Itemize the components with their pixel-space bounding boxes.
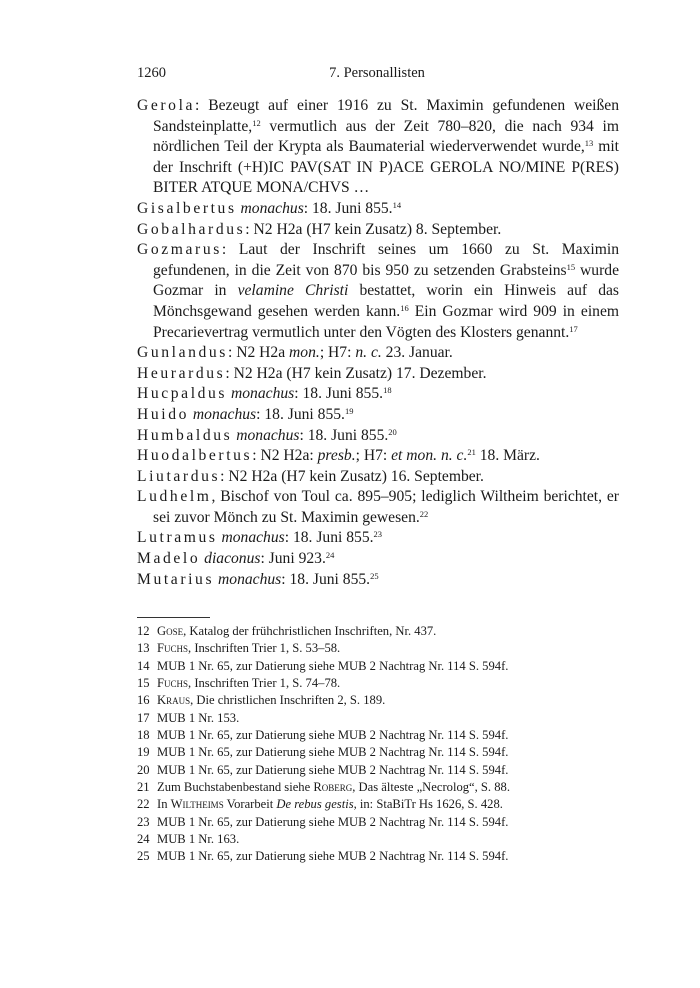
footnote-ref: 20 <box>388 426 397 437</box>
entry-name: Gisalbertus <box>137 199 237 217</box>
list-entry <box>137 220 619 241</box>
footnote-ref: 22 <box>419 508 429 519</box>
entry-name: Gerola <box>137 97 196 114</box>
text-run: : 18. Juni 855. <box>284 529 374 547</box>
entry-separator: : <box>220 467 229 485</box>
footnote-ref: 24 <box>325 550 335 561</box>
text-run: 23. Januar. <box>381 344 453 362</box>
entry-name: Heurardus <box>137 364 226 382</box>
text-run: MUB 1 Nr. 163. <box>157 832 240 847</box>
entry-name: Lutramus <box>137 529 218 547</box>
footnote <box>137 814 619 831</box>
footnote-number: 19 <box>137 745 150 760</box>
footnote-number: 24 <box>137 832 150 847</box>
footnote-number: 17 <box>137 710 150 725</box>
text-run: MUB 1 Nr. 65, zur Datierung siehe MUB 2 Nachtrag Nr. 114 S. 594f. <box>157 745 509 760</box>
footnote-number: 22 <box>137 797 150 812</box>
text-run: MUB 1 Nr. 65, zur Datierung siehe MUB 2 Nachtrag Nr. 114 S. 594f. <box>157 658 509 673</box>
text-run: bestattet, worin ein Hinweis auf das Mönchsgewand gesehen werden kann. <box>153 282 619 320</box>
footnote-number: 14 <box>137 658 150 673</box>
footnote-ref: 16 <box>400 302 409 313</box>
list-entry <box>137 467 619 488</box>
footnotes <box>137 623 619 866</box>
entry-name: Madelo <box>137 550 201 568</box>
list-entry <box>137 199 619 220</box>
footnote-number: 18 <box>137 728 150 743</box>
entry-separator: : <box>227 344 237 362</box>
footnote-number: 23 <box>137 814 150 829</box>
entry-name: Gobalhardus <box>137 220 246 238</box>
author-name: Kraus <box>157 693 191 708</box>
text-run: 18. März. <box>475 447 540 465</box>
text-run: Zum Buchstabenbestand siehe <box>157 780 314 795</box>
italic-text: et mon. n. c. <box>391 447 468 465</box>
list-entry <box>137 528 619 549</box>
footnote-ref: 13 <box>584 138 594 149</box>
text-run: : Juni 923. <box>260 550 326 568</box>
text-run: : 18. Juni 855. <box>281 570 371 588</box>
list-entry <box>137 549 619 570</box>
footnote-ref: 14 <box>392 199 402 210</box>
italic-text: monachus <box>192 405 257 423</box>
entry-name: Gunlandus <box>137 344 228 362</box>
footnote <box>137 640 619 657</box>
text-run: , in: StaBiTr Hs 1626, S. 428. <box>353 797 503 812</box>
page-number: 1260 <box>137 65 166 81</box>
footnote <box>137 675 619 692</box>
text-run: MUB 1 Nr. 153. <box>157 710 240 725</box>
text-run: , Inschriften Trier 1, S. 53–58. <box>188 641 341 656</box>
footnote <box>137 623 619 640</box>
italic-text: monachus <box>231 385 295 403</box>
text-run: , Die christlichen Inschriften 2, S. 189. <box>190 693 386 708</box>
italic-text: monachus <box>221 529 285 547</box>
text-run: ; H7: <box>319 344 356 362</box>
footnote <box>137 831 619 848</box>
entry-separator: , <box>211 488 221 506</box>
footnote-number: 15 <box>137 676 150 691</box>
entry-name: Humbaldus <box>137 426 233 444</box>
author-name: Wiltheims <box>170 797 224 812</box>
footnote-number: 20 <box>137 762 150 777</box>
list-entry <box>137 364 619 385</box>
text-run: N2 H2a (H7 kein Zusatz) 16. September. <box>228 467 484 485</box>
entry-separator: : <box>245 220 254 238</box>
text-run: : 18. Juni 855. <box>256 405 345 423</box>
italic-text: monachus <box>236 426 300 444</box>
text-run: MUB 1 Nr. 65, zur Datierung siehe MUB 2 Nachtrag Nr. 114 S. 594f. <box>157 762 509 777</box>
footnote <box>137 658 619 675</box>
author-name: Roberg <box>313 780 353 795</box>
text-run: Bischof von Toul ca. 895–905; lediglich Wiltheim berichtet, er sei zuvor Mönch zu St. Maximin gewesen. <box>153 488 620 526</box>
footnote-ref: 18 <box>383 385 392 396</box>
text-run: Laut der Inschrift seines um 1660 zu St. Maximin gefundenen, in die Zeit von 870 bis 950 zu setzenden Grabsteins <box>153 241 619 279</box>
footnote-ref: 23 <box>373 529 383 540</box>
text-run: MUB 1 Nr. 65, zur Datierung siehe MUB 2 Nachtrag Nr. 114 S. 594f. <box>157 728 509 743</box>
footnote-number: 25 <box>137 849 150 864</box>
list-entry <box>137 343 619 364</box>
footnote <box>137 744 619 761</box>
footnote <box>137 779 619 796</box>
text-run: MUB 1 Nr. 65, zur Datierung siehe MUB 2 Nachtrag Nr. 114 S. 594f. <box>157 814 509 829</box>
text-run: N2 H2a: <box>260 447 318 465</box>
entry-name: Hucpaldus <box>137 385 228 403</box>
italic-text: n. c. <box>355 344 382 362</box>
footnote-number: 13 <box>137 641 150 656</box>
list-entry <box>137 384 619 405</box>
list-entry <box>137 96 619 199</box>
footnote <box>137 692 619 709</box>
footnote-number: 12 <box>137 624 150 638</box>
entry-name: Huodalbertus <box>137 447 253 465</box>
footnote-number: 21 <box>137 780 150 795</box>
italic-text: De rebus gestis <box>276 797 354 812</box>
footnote <box>137 796 619 813</box>
entry-separator: : <box>225 364 234 382</box>
italic-text: mon. <box>289 344 320 362</box>
text-run: Vorarbeit <box>223 797 277 812</box>
list-entry <box>137 446 619 467</box>
entry-separator: : <box>252 447 261 465</box>
entry-name: Mutarius <box>137 570 215 588</box>
footnote-ref: 17 <box>569 323 578 334</box>
list-entry <box>137 240 619 343</box>
text-run: ; H7: <box>355 447 392 465</box>
text-run: MUB 1 Nr. 65, zur Datierung siehe MUB 2 Nachtrag Nr. 114 S. 594f. <box>157 849 509 864</box>
footnote-ref: 19 <box>344 405 354 416</box>
footnote <box>137 727 619 744</box>
text-run: Bezeugt auf einer 1916 zu St. Maximin gefundenen weißen Sandsteinplatte, <box>153 97 620 135</box>
text-run: , Inschriften Trier 1, S. 74–78. <box>188 676 341 691</box>
italic-text: diaconus <box>204 550 261 568</box>
personnel-list <box>137 96 619 590</box>
entry-name: Liutardus <box>137 467 221 485</box>
footnote-number: 16 <box>137 693 150 708</box>
text-run: mit der Inschrift (+H)IC PAV(SAT IN P)ACE GEROLA NO/MINE P(RES) BITER ATQUE MONA/CHVS … <box>153 138 619 197</box>
list-entry <box>137 426 619 447</box>
text-run: : 18. Juni 855. <box>299 426 389 444</box>
footnote-ref: 12 <box>252 117 261 128</box>
italic-text: monachus <box>240 199 304 217</box>
italic-text: presb. <box>317 447 356 465</box>
text-run: : 18. Juni 855. <box>294 385 384 403</box>
author-name: Fuchs <box>157 641 189 656</box>
footnote-ref: 15 <box>566 261 576 272</box>
author-name: Fuchs <box>157 676 189 691</box>
text-run: N2 H2a (H7 kein Zusatz) 8. September. <box>253 220 502 238</box>
author-name: Gose <box>157 624 184 638</box>
footnote <box>137 710 619 727</box>
entry-name: Gozmarus <box>137 241 222 259</box>
text-run: , Das älteste „Necrolog“, S. 88. <box>352 780 510 795</box>
text-run: N2 H2a (H7 kein Zusatz) 17. Dezember. <box>233 364 487 382</box>
text-run: In <box>157 797 171 812</box>
entry-name: Huido <box>137 405 189 423</box>
footnote <box>137 762 619 779</box>
italic-text: velamine Christi <box>237 282 349 300</box>
text-run: , Katalog der frühchristlichen Inschriften, Nr. 437. <box>183 624 437 638</box>
italic-text: monachus <box>218 570 282 588</box>
running-title: 7. Personallisten <box>329 65 425 81</box>
footnote-ref: 25 <box>370 570 379 581</box>
list-entry <box>137 405 619 426</box>
footnote-ref: 21 <box>467 447 476 458</box>
text-run: : 18. Juni 855. <box>303 199 393 217</box>
list-entry <box>137 570 619 591</box>
text-run: N2 H2a <box>236 344 290 362</box>
entry-separator: : <box>195 97 209 114</box>
entry-separator: : <box>221 241 239 259</box>
text-run: vermutlich aus der Zeit 780–820, die nach 934 im nördlichen Teil der Krypta als Baumaterial wiederverwendet wurde, <box>153 117 619 156</box>
text-run: Ein Gozmar wird 909 in einem Precarievertrag vermutlich unter den Vögten des Klosters genannt. <box>153 302 619 341</box>
text-run: wurde Gozmar in <box>153 261 620 300</box>
entry-name: Ludhelm <box>137 488 212 506</box>
list-entry <box>137 487 619 528</box>
footnote <box>137 848 619 865</box>
footnote-rule <box>137 617 210 618</box>
